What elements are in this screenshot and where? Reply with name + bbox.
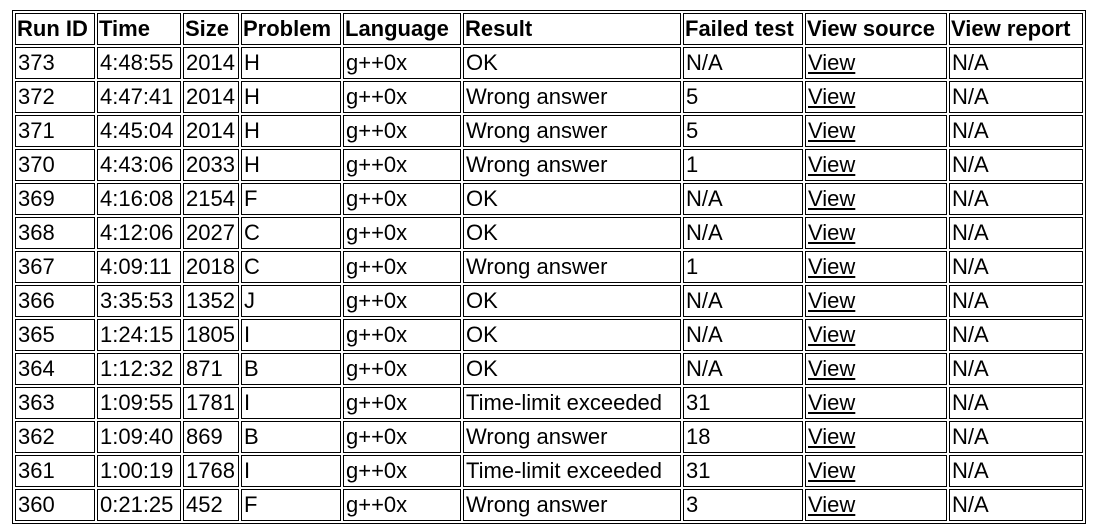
cell-size: 2027 <box>183 217 239 249</box>
table-row <box>15 489 1083 521</box>
header-run-id: Run ID <box>15 13 95 45</box>
view-source-link[interactable]: View <box>808 390 856 415</box>
cell-result: Time-limit exceeded <box>463 455 681 487</box>
cell-failed-test: N/A <box>683 353 803 385</box>
cell-problem: I <box>241 387 341 419</box>
view-source-link[interactable]: View <box>808 84 856 109</box>
cell-language: g++0x <box>343 217 461 249</box>
cell-failed-test: N/A <box>683 47 803 79</box>
cell-size: 2014 <box>183 115 239 147</box>
table-row <box>15 285 1083 317</box>
cell-language: g++0x <box>343 387 461 419</box>
cell-view-source <box>805 353 947 385</box>
cell-time: 4:09:11 <box>97 251 181 283</box>
cell-run-id: 361 <box>15 455 95 487</box>
cell-size: 1352 <box>183 285 239 317</box>
cell-size: 452 <box>183 489 239 521</box>
cell-time: 4:12:06 <box>97 217 181 249</box>
cell-language: g++0x <box>343 285 461 317</box>
cell-size: 1805 <box>183 319 239 351</box>
cell-run-id: 363 <box>15 387 95 419</box>
cell-run-id: 366 <box>15 285 95 317</box>
cell-time: 1:00:19 <box>97 455 181 487</box>
header-problem: Problem <box>241 13 341 45</box>
cell-size: 871 <box>183 353 239 385</box>
cell-run-id: 364 <box>15 353 95 385</box>
cell-failed-test: 31 <box>683 455 803 487</box>
cell-size: 2014 <box>183 47 239 79</box>
view-source-link[interactable]: View <box>808 186 856 211</box>
cell-size: 869 <box>183 421 239 453</box>
cell-language: g++0x <box>343 47 461 79</box>
cell-language: g++0x <box>343 81 461 113</box>
cell-view-report: N/A <box>949 149 1083 181</box>
cell-run-id: 371 <box>15 115 95 147</box>
cell-run-id: 369 <box>15 183 95 215</box>
cell-language: g++0x <box>343 183 461 215</box>
cell-time: 4:16:08 <box>97 183 181 215</box>
cell-run-id: 373 <box>15 47 95 79</box>
cell-view-source <box>805 285 947 317</box>
cell-run-id: 368 <box>15 217 95 249</box>
cell-failed-test: 1 <box>683 251 803 283</box>
cell-problem: C <box>241 251 341 283</box>
header-language: Language <box>343 13 461 45</box>
cell-time: 4:45:04 <box>97 115 181 147</box>
cell-view-report: N/A <box>949 47 1083 79</box>
cell-run-id: 362 <box>15 421 95 453</box>
cell-language: g++0x <box>343 251 461 283</box>
cell-problem: B <box>241 353 341 385</box>
cell-problem: C <box>241 217 341 249</box>
cell-result: Wrong answer <box>463 421 681 453</box>
cell-view-source <box>805 183 947 215</box>
cell-view-report: N/A <box>949 489 1083 521</box>
cell-problem: H <box>241 47 341 79</box>
cell-language: g++0x <box>343 149 461 181</box>
cell-view-report: N/A <box>949 251 1083 283</box>
cell-failed-test: 5 <box>683 115 803 147</box>
cell-view-source <box>805 115 947 147</box>
cell-run-id: 360 <box>15 489 95 521</box>
table-row <box>15 455 1083 487</box>
table-header-row <box>15 13 1083 45</box>
cell-size: 2154 <box>183 183 239 215</box>
cell-failed-test: 31 <box>683 387 803 419</box>
cell-problem: I <box>241 455 341 487</box>
header-time: Time <box>97 13 181 45</box>
cell-problem: B <box>241 421 341 453</box>
table-row <box>15 149 1083 181</box>
header-result: Result <box>463 13 681 45</box>
cell-size: 1768 <box>183 455 239 487</box>
cell-time: 1:09:55 <box>97 387 181 419</box>
cell-run-id: 370 <box>15 149 95 181</box>
view-source-link[interactable]: View <box>808 356 856 381</box>
cell-problem: I <box>241 319 341 351</box>
header-failed-test: Failed test <box>683 13 803 45</box>
cell-size: 1781 <box>183 387 239 419</box>
cell-view-source <box>805 455 947 487</box>
cell-size: 2018 <box>183 251 239 283</box>
cell-view-report: N/A <box>949 81 1083 113</box>
cell-problem: F <box>241 183 341 215</box>
table-row <box>15 251 1083 283</box>
cell-time: 1:24:15 <box>97 319 181 351</box>
cell-time: 0:21:25 <box>97 489 181 521</box>
cell-time: 4:43:06 <box>97 149 181 181</box>
view-source-link[interactable]: View <box>808 492 856 517</box>
cell-run-id: 365 <box>15 319 95 351</box>
cell-language: g++0x <box>343 115 461 147</box>
runs-table <box>12 10 1086 524</box>
cell-time: 1:12:32 <box>97 353 181 385</box>
cell-view-source <box>805 319 947 351</box>
cell-result: Wrong answer <box>463 251 681 283</box>
cell-view-source <box>805 489 947 521</box>
cell-run-id: 367 <box>15 251 95 283</box>
view-source-link[interactable]: View <box>808 254 856 279</box>
cell-problem: H <box>241 115 341 147</box>
header-size: Size <box>183 13 239 45</box>
cell-failed-test: N/A <box>683 183 803 215</box>
cell-failed-test: N/A <box>683 319 803 351</box>
view-source-link[interactable]: View <box>808 50 856 75</box>
cell-result: OK <box>463 217 681 249</box>
cell-view-source <box>805 421 947 453</box>
cell-view-source <box>805 81 947 113</box>
cell-language: g++0x <box>343 319 461 351</box>
table-row <box>15 183 1083 215</box>
cell-failed-test: N/A <box>683 285 803 317</box>
table-row <box>15 81 1083 113</box>
cell-time: 4:47:41 <box>97 81 181 113</box>
cell-result: Wrong answer <box>463 115 681 147</box>
view-source-link[interactable]: View <box>808 288 856 313</box>
cell-view-source <box>805 217 947 249</box>
cell-view-report: N/A <box>949 319 1083 351</box>
cell-result: OK <box>463 183 681 215</box>
view-source-link[interactable]: View <box>808 118 856 143</box>
table-row <box>15 353 1083 385</box>
cell-result: OK <box>463 353 681 385</box>
cell-time: 4:48:55 <box>97 47 181 79</box>
cell-result: Wrong answer <box>463 489 681 521</box>
table-row <box>15 115 1083 147</box>
cell-view-source <box>805 251 947 283</box>
cell-problem: F <box>241 489 341 521</box>
table-row <box>15 217 1083 249</box>
cell-problem: H <box>241 81 341 113</box>
table-row <box>15 387 1083 419</box>
cell-problem: J <box>241 285 341 317</box>
cell-view-report: N/A <box>949 455 1083 487</box>
cell-time: 1:09:40 <box>97 421 181 453</box>
cell-failed-test: 18 <box>683 421 803 453</box>
cell-language: g++0x <box>343 353 461 385</box>
cell-failed-test: 3 <box>683 489 803 521</box>
cell-size: 2033 <box>183 149 239 181</box>
cell-language: g++0x <box>343 421 461 453</box>
cell-problem: H <box>241 149 341 181</box>
cell-view-source <box>805 149 947 181</box>
cell-view-report: N/A <box>949 217 1083 249</box>
cell-result: Time-limit exceeded <box>463 387 681 419</box>
view-source-link[interactable]: View <box>808 220 856 245</box>
view-source-link[interactable]: View <box>808 152 856 177</box>
cell-time: 3:35:53 <box>97 285 181 317</box>
cell-result: Wrong answer <box>463 81 681 113</box>
cell-view-report: N/A <box>949 353 1083 385</box>
cell-size: 2014 <box>183 81 239 113</box>
cell-result: Wrong answer <box>463 149 681 181</box>
cell-view-report: N/A <box>949 285 1083 317</box>
runs-body <box>15 47 1083 521</box>
cell-run-id: 372 <box>15 81 95 113</box>
view-source-link[interactable]: View <box>808 424 856 449</box>
cell-view-report: N/A <box>949 183 1083 215</box>
header-view-source: View source <box>805 13 947 45</box>
cell-result: OK <box>463 319 681 351</box>
view-source-link[interactable]: View <box>808 322 856 347</box>
cell-result: OK <box>463 47 681 79</box>
cell-view-source <box>805 387 947 419</box>
cell-view-source <box>805 47 947 79</box>
cell-view-report: N/A <box>949 387 1083 419</box>
view-source-link[interactable]: View <box>808 458 856 483</box>
cell-failed-test: 5 <box>683 81 803 113</box>
table-row <box>15 319 1083 351</box>
cell-failed-test: 1 <box>683 149 803 181</box>
cell-failed-test: N/A <box>683 217 803 249</box>
cell-language: g++0x <box>343 489 461 521</box>
table-row <box>15 421 1083 453</box>
cell-view-report: N/A <box>949 115 1083 147</box>
cell-view-report: N/A <box>949 421 1083 453</box>
table-row <box>15 47 1083 79</box>
cell-result: OK <box>463 285 681 317</box>
cell-language: g++0x <box>343 455 461 487</box>
header-view-report: View report <box>949 13 1083 45</box>
